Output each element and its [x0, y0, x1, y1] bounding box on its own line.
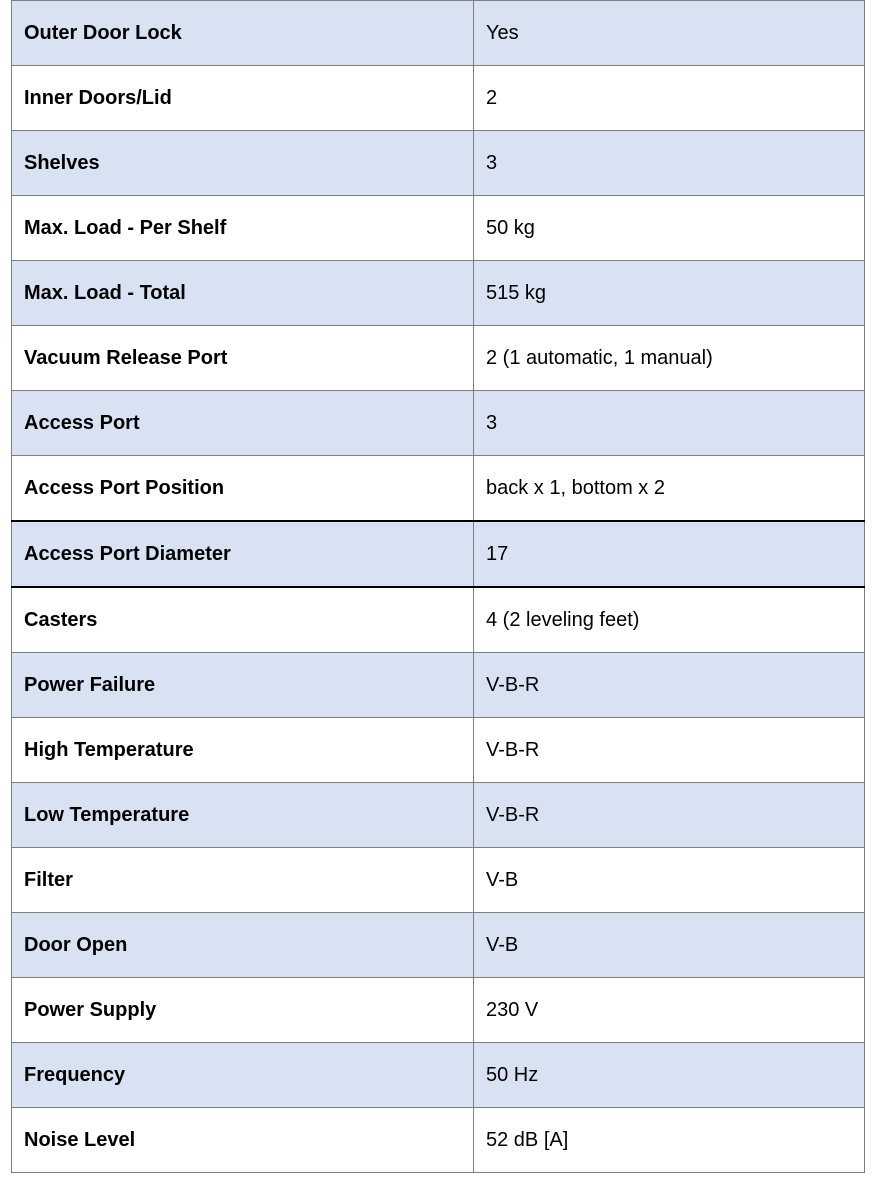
table-row	[12, 391, 865, 456]
spec-label: Max. Load - Total	[12, 261, 474, 326]
spec-value: 50 kg	[474, 196, 865, 261]
spec-label: Inner Doors/Lid	[12, 66, 474, 131]
spec-value: 52 dB [A]	[474, 1108, 865, 1173]
spec-value: 515 kg	[474, 261, 865, 326]
table-row	[12, 261, 865, 326]
table-row	[12, 456, 865, 522]
spec-label: Door Open	[12, 913, 474, 978]
table-row	[12, 1, 865, 66]
table-row	[12, 718, 865, 783]
spec-label: Access Port Diameter	[12, 521, 474, 587]
table-row	[12, 913, 865, 978]
spec-label: Vacuum Release Port	[12, 326, 474, 391]
table-row	[12, 978, 865, 1043]
spec-label: Power Supply	[12, 978, 474, 1043]
table-row	[12, 1108, 865, 1173]
spec-label: Power Failure	[12, 653, 474, 718]
spec-label: Casters	[12, 587, 474, 653]
spec-value: 3	[474, 131, 865, 196]
spec-table	[11, 0, 865, 1173]
spec-value: back x 1, bottom x 2	[474, 456, 865, 522]
spec-value: 2 (1 automatic, 1 manual)	[474, 326, 865, 391]
table-row	[12, 848, 865, 913]
spec-value: V-B-R	[474, 653, 865, 718]
table-row	[12, 326, 865, 391]
spec-value: V-B-R	[474, 783, 865, 848]
spec-label: Filter	[12, 848, 474, 913]
spec-label: Frequency	[12, 1043, 474, 1108]
table-row	[12, 521, 865, 587]
spec-label: Shelves	[12, 131, 474, 196]
spec-label: Max. Load - Per Shelf	[12, 196, 474, 261]
spec-value: V-B	[474, 913, 865, 978]
spec-label: Noise Level	[12, 1108, 474, 1173]
spec-value: 17	[474, 521, 865, 587]
spec-label: Low Temperature	[12, 783, 474, 848]
spec-value: 3	[474, 391, 865, 456]
table-row	[12, 131, 865, 196]
spec-label: Access Port	[12, 391, 474, 456]
table-row	[12, 783, 865, 848]
table-row	[12, 1043, 865, 1108]
spec-value: V-B	[474, 848, 865, 913]
spec-value: Yes	[474, 1, 865, 66]
table-row	[12, 653, 865, 718]
spec-label: Outer Door Lock	[12, 1, 474, 66]
spec-value: V-B-R	[474, 718, 865, 783]
spec-value: 2	[474, 66, 865, 131]
table-row	[12, 587, 865, 653]
table-row	[12, 196, 865, 261]
spec-label: High Temperature	[12, 718, 474, 783]
spec-label: Access Port Position	[12, 456, 474, 522]
table-row	[12, 66, 865, 131]
spec-value: 4 (2 leveling feet)	[474, 587, 865, 653]
spec-value: 50 Hz	[474, 1043, 865, 1108]
spec-value: 230 V	[474, 978, 865, 1043]
